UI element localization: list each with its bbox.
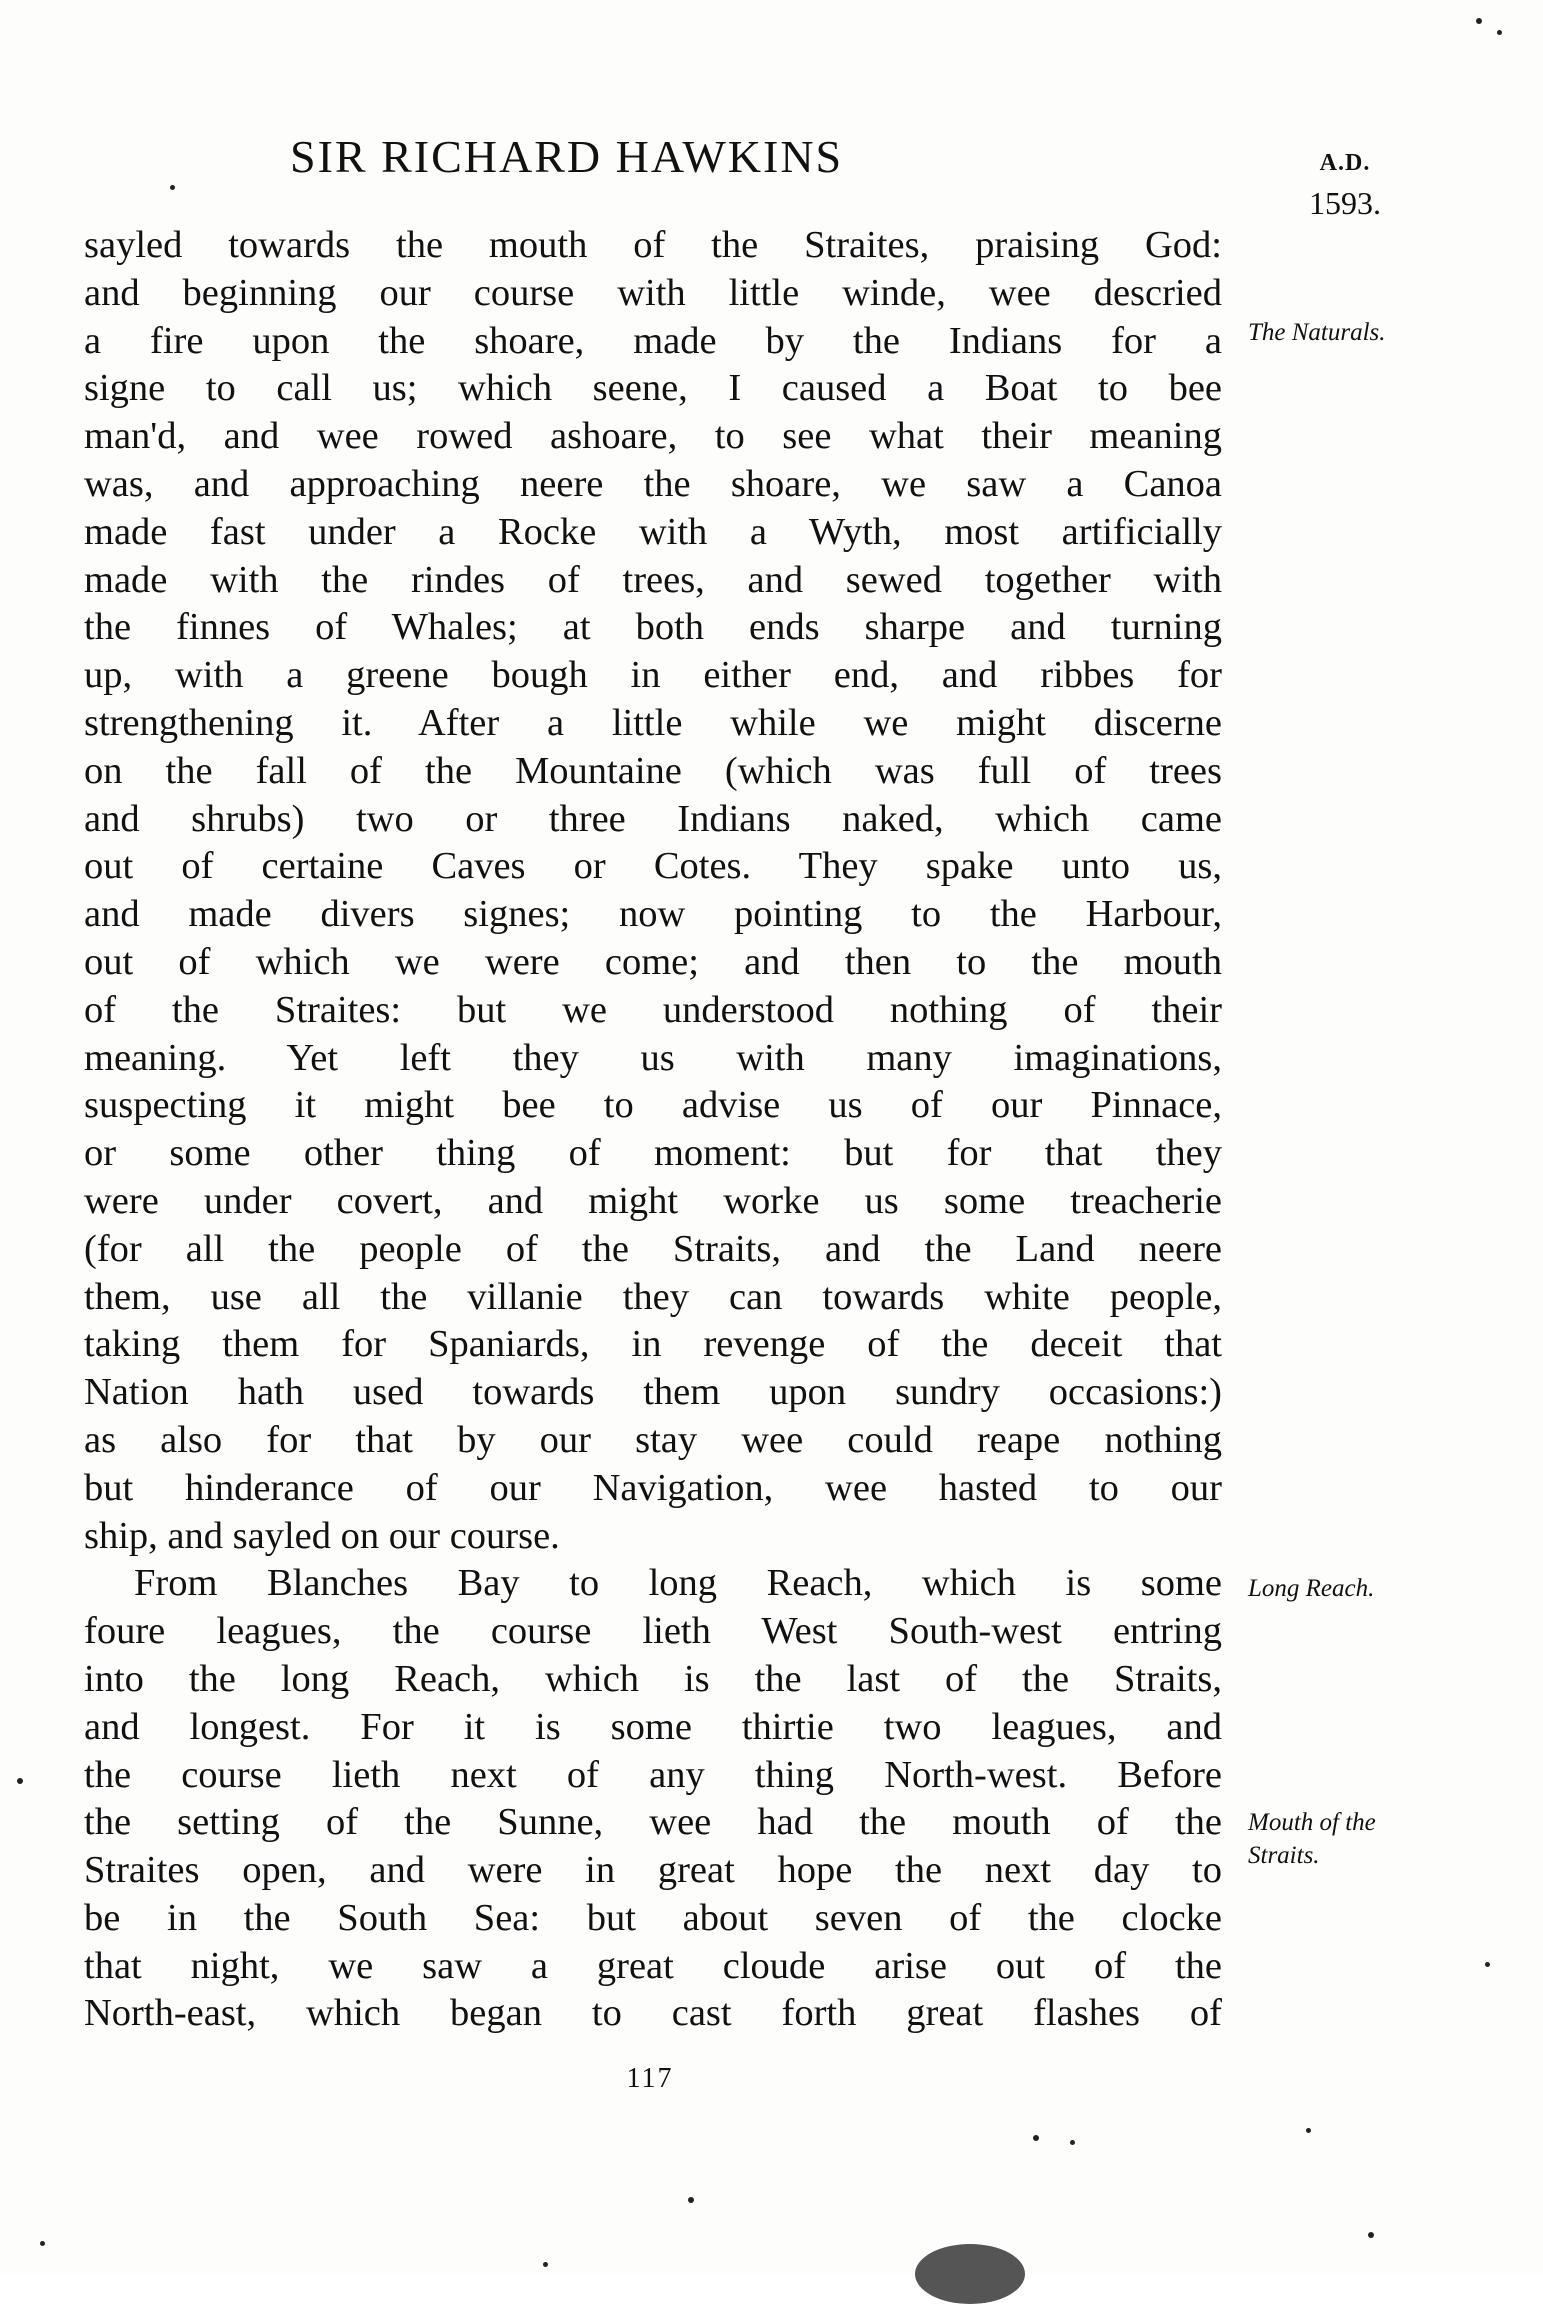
text-line: sayled towards the mouth of the Straites, praising God: <box>84 224 1222 266</box>
text-line: were under covert, and might worke us some treacherie <box>84 1179 1222 1222</box>
scan-speck <box>1485 1962 1490 1967</box>
page-number: 117 <box>626 2063 674 2094</box>
scan-speck <box>17 1778 23 1784</box>
text-line: and beginning our course with little winde, wee descried <box>84 271 1222 314</box>
text-line: out of certaine Caves or Cotes. They spake unto us, <box>84 845 1222 888</box>
text-line: North-east, which began to cast forth great flashes of <box>84 1992 1222 2035</box>
text-line: meaning. Yet left they us with many imaginations, <box>84 1036 1222 1079</box>
scan-speck <box>170 185 175 190</box>
text-line: ship, and sayled on our course. <box>84 1514 560 1557</box>
text-line: them, use all the villanie they can towards white people, <box>84 1275 1222 1318</box>
text-line: out of which we were come; and then to the mouth <box>84 940 1222 983</box>
text-line: but hinderance of our Navigation, wee hasted to our <box>84 1466 1222 1509</box>
text-line: as also for that by our stay wee could reape nothing <box>84 1418 1222 1461</box>
text-line: be in the South Sea: but about seven of the clocke <box>84 1896 1222 1939</box>
text-line: that night, we saw a great cloude arise out of the <box>84 1944 1222 1987</box>
scan-blot <box>915 2244 1025 2304</box>
year-value: 1593. <box>1309 185 1381 221</box>
text-line: up, with a greene bough in either end, and ribbes for <box>84 654 1222 697</box>
text-line: and longest. For it is some thirtie two leagues, and <box>84 1705 1222 1748</box>
text-line: taking them for Spaniards, in revenge of the deceit that <box>84 1323 1222 1366</box>
text-line: a fire upon the shoare, made by the Indians for a <box>84 319 1222 362</box>
scan-speck <box>1306 2128 1311 2133</box>
text-line: signe to call us; which seene, I caused a Boat to bee <box>84 367 1222 410</box>
scan-speck <box>1070 2140 1075 2145</box>
body-text <box>84 222 1222 2038</box>
margin-note-long-reach: Long Reach. <box>1248 1575 1375 1602</box>
text-line: the setting of the Sunne, wee had the mouth of the <box>84 1801 1222 1844</box>
scan-speck <box>1368 2232 1374 2238</box>
text-line: suspecting it might bee to advise us of our Pinnace, <box>84 1084 1222 1127</box>
margin-note-naturals: The Naturals. <box>1248 319 1386 346</box>
text-line: man'd, and wee rowed ashoare, to see what their meaning <box>84 415 1222 458</box>
scan-speck <box>1033 2135 1039 2141</box>
text-line: the finnes of Whales; at both ends sharpe and turning <box>84 606 1222 649</box>
text-line: was, and approaching neere the shoare, we saw a Canoa <box>84 462 1222 505</box>
year-label: A.D. <box>1319 150 1371 176</box>
scan-speck <box>688 2197 694 2203</box>
scan-speck <box>1476 18 1482 24</box>
text-line: or some other thing of moment: but for that they <box>84 1132 1222 1175</box>
text-line: (for all the people of the Straits, and the Land neere <box>84 1227 1222 1270</box>
scan-speck <box>543 2262 548 2267</box>
text-line: strengthening it. After a little while we might discerne <box>84 701 1222 744</box>
text-line: of the Straites: but we understood nothing of their <box>84 988 1222 1031</box>
scan-speck <box>40 2241 45 2246</box>
text-line: From Blanches Bay to long Reach, which is some <box>134 1562 1222 1605</box>
text-line: Nation hath used towards them upon sundry occasions:) <box>84 1371 1222 1414</box>
scan-speck <box>1497 30 1502 35</box>
year-marginal <box>1300 150 1390 222</box>
text-line: on the fall of the Mountaine (which was full of trees <box>84 749 1222 792</box>
text-line: made fast under a Rocke with a Wyth, most artificially <box>84 510 1222 553</box>
text-line: made with the rindes of trees, and sewed together with <box>84 558 1222 601</box>
text-line: foure leagues, the course lieth West South-west entring <box>84 1610 1222 1653</box>
text-line: into the long Reach, which is the last of the Straits, <box>84 1657 1222 1700</box>
text-line: Straites open, and were in great hope the next day to <box>84 1849 1222 1892</box>
margin-note-mouth: Mouth of the Straits. <box>1248 1809 1376 1869</box>
text-line: and shrubs) two or three Indians naked, which came <box>84 797 1222 840</box>
running-head: SIR RICHARD HAWKINS <box>290 131 844 182</box>
text-line: the course lieth next of any thing North-west. Before <box>84 1753 1222 1796</box>
text-line: and made divers signes; now pointing to the Harbour, <box>84 893 1222 936</box>
